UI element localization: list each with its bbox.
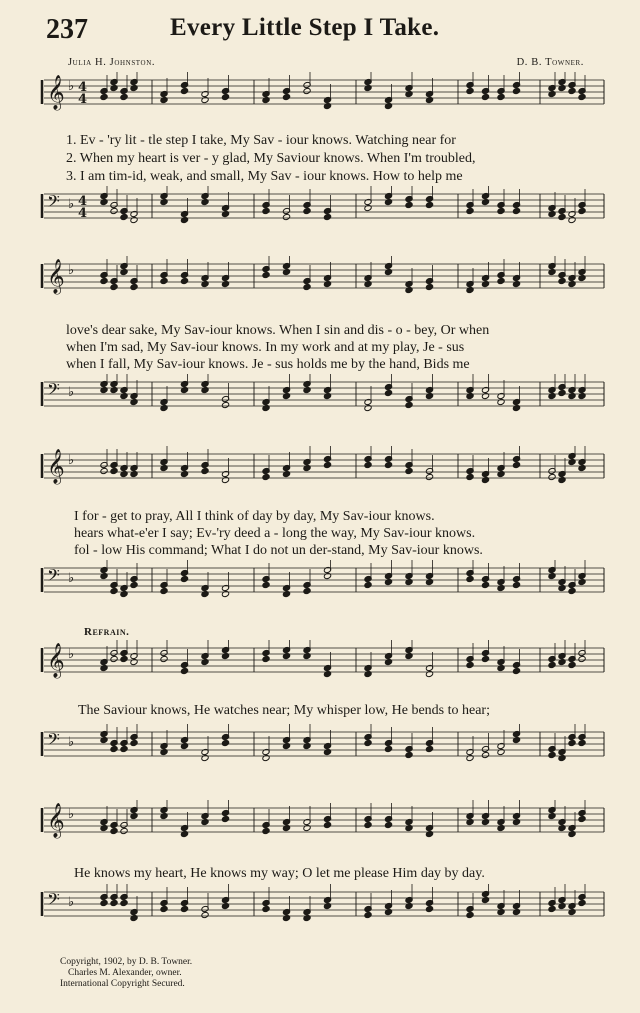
notehead [568,739,576,746]
notehead [120,213,128,220]
notehead [221,476,229,483]
notehead [160,812,168,819]
staff-system-2 [40,256,606,316]
notehead [568,216,576,223]
notehead [100,899,108,906]
notehead [548,210,556,217]
notehead [578,207,586,214]
treble-clef-icon: 𝄞 [47,259,65,294]
notehead [130,84,138,91]
composer-credit: D. B. Towner. [516,57,584,68]
verse-2-line-system-3: hears what-e'er I say; Ev-'ry deed a - long the way, My Sav-iour knows. [74,526,476,541]
notehead [425,392,433,399]
notehead [405,201,413,208]
notehead [282,914,290,921]
notehead [160,748,168,755]
notehead [110,84,118,91]
notehead [578,274,586,281]
flat-icon: ♭ [68,197,75,212]
notehead [466,661,474,668]
notehead [578,578,586,585]
notehead [548,392,556,399]
notehead [262,581,270,588]
notehead [130,283,138,290]
notehead [384,198,392,205]
notehead [221,590,229,597]
notehead [180,87,188,94]
notehead [130,914,138,921]
notehead [364,404,372,411]
staff-system-4-bass [40,724,606,784]
notehead [578,655,586,662]
notehead [110,655,118,662]
notehead [262,271,270,278]
notehead [568,661,576,668]
notehead [548,812,556,819]
notehead [120,655,128,662]
notehead [558,658,566,665]
notehead [568,458,576,465]
notehead [201,198,209,205]
notehead [405,902,413,909]
notehead [512,461,520,468]
notehead [497,470,505,477]
notehead [481,818,489,825]
notehead [221,652,229,659]
notehead [512,207,520,214]
notehead [384,578,392,585]
notehead [568,830,576,837]
notehead [303,742,311,749]
notehead [512,404,520,411]
notehead [303,587,311,594]
notehead [201,911,209,918]
verse-3-line-system-1: 3. I am tim-id, weak, and small, My Sav - iour knows. How to help me [66,169,463,184]
notehead [323,670,331,677]
notehead [481,581,489,588]
notehead [221,401,229,408]
notehead [466,87,474,94]
notehead [405,401,413,408]
notehead [364,821,372,828]
notehead [110,467,118,474]
notehead [282,392,290,399]
notehead [221,210,229,217]
notehead [384,268,392,275]
notehead [160,198,168,205]
notehead [558,902,566,909]
notehead [364,280,372,287]
notehead [262,905,270,912]
treble-clef-icon: 𝄞 [47,643,65,678]
refrain-line-1: The Saviour knows, He watches near; My whisper low, He bends to hear; [78,703,490,718]
flat-icon: ♭ [68,571,75,586]
notehead [120,93,128,100]
notehead [466,286,474,293]
notehead [323,461,331,468]
hymn-number: 237 [46,14,88,45]
staff-system-3-bass [40,560,606,620]
notehead [548,268,556,275]
notehead [578,899,586,906]
staff-system-5-bass [40,884,606,944]
notehead [201,280,209,287]
notehead [558,824,566,831]
flat-icon: ♭ [68,735,75,750]
notehead [578,739,586,746]
notehead [466,473,474,480]
notehead [512,87,520,94]
notehead [303,824,311,831]
notehead [201,590,209,597]
notehead [262,404,270,411]
notehead [497,207,505,214]
notehead [180,216,188,223]
notehead [303,464,311,471]
staff-system-1 [40,72,606,132]
verse-2-line-system-1: 2. When my heart is ver - y glad, My Saviour knows. When I'm troubled, [66,151,476,166]
notehead [364,670,372,677]
verse-1-line-system-2: love's dear sake, My Sav-iour knows. When I sin and dis - o - bey, Or when [66,323,490,338]
notehead [110,207,118,214]
notehead [120,470,128,477]
notehead [425,745,433,752]
notehead [120,590,128,597]
notehead [323,748,331,755]
notehead [384,745,392,752]
copyright-line-2: Charles M. Alexander, owner. [68,968,182,978]
notehead [282,742,290,749]
notehead [364,911,372,918]
notehead [512,280,520,287]
notehead [425,905,433,912]
notehead [323,572,331,579]
notehead [425,473,433,480]
refrain-line-2: He knows my heart, He knows my way; O let me please Him day by day. [74,866,485,881]
flat-icon: ♭ [68,385,75,400]
notehead [481,93,489,100]
notehead [548,473,556,480]
notehead [364,581,372,588]
notehead [466,911,474,918]
notehead [201,467,209,474]
notehead [548,751,556,758]
notehead [303,386,311,393]
notehead [130,812,138,819]
notehead [100,386,108,393]
notehead [558,389,566,396]
notehead [262,827,270,834]
notehead [282,652,290,659]
verse-2-line-system-2: when I'm sad, My Sav-iour knows. In my work and at my play, Je - sus [66,340,465,355]
notehead [323,821,331,828]
notehead [497,398,505,405]
notehead [282,213,290,220]
notehead [558,84,566,91]
notehead [303,87,311,94]
notehead [201,96,209,103]
notehead [512,908,520,915]
notehead [100,572,108,579]
notehead [497,824,505,831]
notehead [180,470,188,477]
notehead [221,902,229,909]
staff-system-4 [40,640,606,700]
notehead [323,213,331,220]
notehead [558,754,566,761]
notehead [481,896,489,903]
notehead [120,268,128,275]
notehead [481,280,489,287]
notehead [384,821,392,828]
notehead [568,908,576,915]
author-credit: Julia H. Johnston. [68,57,156,68]
notehead [405,824,413,831]
notehead [497,664,505,671]
bass-clef-icon: 𝄢 [47,379,60,403]
notehead [262,655,270,662]
notehead [481,751,489,758]
notehead [323,280,331,287]
flat-icon: ♭ [68,453,75,468]
notehead [100,824,108,831]
notehead [558,584,566,591]
notehead [282,268,290,275]
staff-system-2-bass [40,374,606,434]
notehead [180,905,188,912]
bass-clef-icon: 𝄢 [47,889,60,913]
notehead [323,392,331,399]
refrain-label: Refrain. [84,626,130,638]
notehead [578,815,586,822]
bass-clef-icon: 𝄢 [47,565,60,589]
treble-clef-icon: 𝄞 [47,449,65,484]
notehead [110,386,118,393]
notehead [466,754,474,761]
notehead [130,216,138,223]
notehead [548,90,556,97]
notehead [558,476,566,483]
notehead [497,908,505,915]
notehead [262,207,270,214]
notehead [180,742,188,749]
notehead [364,204,372,211]
notehead [405,751,413,758]
notehead [262,754,270,761]
notehead [100,467,108,474]
notehead [466,575,474,582]
notehead [384,658,392,665]
notehead [100,93,108,100]
notehead [384,102,392,109]
notehead [160,277,168,284]
verse-1-line-system-1: 1. Ev - 'ry lit - tle step I take, My Sav - iour knows. Watching near for [66,133,456,148]
notehead [425,578,433,585]
copyright-line-1: Copyright, 1902, by D. B. Towner. [60,957,193,967]
flat-icon: ♭ [68,79,75,94]
notehead [497,277,505,284]
notehead [481,198,489,205]
notehead [323,902,331,909]
notehead [180,575,188,582]
notehead [282,470,290,477]
notehead [384,461,392,468]
notehead [160,464,168,471]
notehead [262,96,270,103]
time-signature-digit: 4 [78,80,88,95]
treble-clef-icon: 𝄞 [47,803,65,838]
notehead [303,283,311,290]
notehead [364,739,372,746]
notehead [282,824,290,831]
notehead [466,207,474,214]
notehead [568,87,576,94]
copyright-notice [60,957,192,990]
notehead [160,587,168,594]
notehead [130,739,138,746]
notehead [130,398,138,405]
verse-3-line-system-2: when I fall, My Sav-iour knows. Je - sus holds me by the hand, Bids me [66,357,470,372]
notehead [512,818,520,825]
time-signature-digit: 4 [78,206,88,221]
flat-icon: ♭ [68,263,75,278]
notehead [100,277,108,284]
notehead [497,584,505,591]
notehead [323,102,331,109]
notehead [512,667,520,674]
notehead [303,207,311,214]
notehead [110,899,118,906]
notehead [497,748,505,755]
notehead [110,827,118,834]
flat-icon: ♭ [68,895,75,910]
notehead [120,392,128,399]
verse-3-line-system-3: fol - low His command; What I do not un der-stand, My Sav-iour knows. [74,543,483,558]
notehead [221,280,229,287]
notehead [405,286,413,293]
notehead [130,470,138,477]
notehead [201,658,209,665]
notehead [180,386,188,393]
notehead [180,667,188,674]
verse-1-line-system-3: I for - get to pray, All I think of day by day, My Sav-iour knows. [74,509,435,524]
notehead [100,198,108,205]
notehead [548,905,556,912]
notehead [221,815,229,822]
notehead [180,830,188,837]
notehead [110,745,118,752]
notehead [481,392,489,399]
notehead [425,830,433,837]
notehead [221,93,229,100]
notehead [282,590,290,597]
notehead [558,213,566,220]
notehead [568,392,576,399]
notehead [425,670,433,677]
notehead [120,827,128,834]
bass-clef-icon: 𝄢 [47,729,60,753]
treble-clef-icon: 𝄞 [47,75,65,110]
notehead [425,96,433,103]
notehead [364,461,372,468]
notehead [558,277,566,284]
notehead [568,587,576,594]
notehead [110,283,118,290]
notehead [568,280,576,287]
notehead [425,283,433,290]
notehead [130,658,138,665]
staff-system-1-bass [40,186,606,246]
notehead [512,736,520,743]
notehead [303,914,311,921]
notehead [201,754,209,761]
flat-icon: ♭ [68,807,75,822]
notehead [160,96,168,103]
notehead [548,661,556,668]
notehead [405,90,413,97]
notehead [405,467,413,474]
notehead [100,664,108,671]
notehead [481,655,489,662]
notehead [201,386,209,393]
notehead [120,899,128,906]
notehead [130,581,138,588]
notehead [481,476,489,483]
time-signature-digit: 4 [78,92,88,107]
notehead [384,908,392,915]
staff-system-5 [40,800,606,860]
notehead [466,392,474,399]
notehead [180,277,188,284]
notehead [405,578,413,585]
notehead [221,739,229,746]
time-signature-digit: 4 [78,194,88,209]
notehead [578,464,586,471]
notehead [466,818,474,825]
flat-icon: ♭ [68,647,75,662]
notehead [160,655,168,662]
notehead [578,93,586,100]
notehead [303,652,311,659]
hymn-title: Every Little Step I Take. [170,14,440,41]
notehead [384,389,392,396]
copyright-line-3: International Copyright Secured. [60,979,185,989]
notehead [262,473,270,480]
notehead [100,736,108,743]
bass-clef-icon: 𝄢 [47,191,60,215]
staff-system-3 [40,446,606,506]
notehead [160,404,168,411]
notehead [405,652,413,659]
notehead [160,905,168,912]
notehead [282,93,290,100]
notehead [364,84,372,91]
notehead [512,581,520,588]
notehead [120,745,128,752]
notehead [110,587,118,594]
notehead [201,818,209,825]
notehead [425,201,433,208]
notehead [497,93,505,100]
notehead [578,392,586,399]
notehead [548,572,556,579]
